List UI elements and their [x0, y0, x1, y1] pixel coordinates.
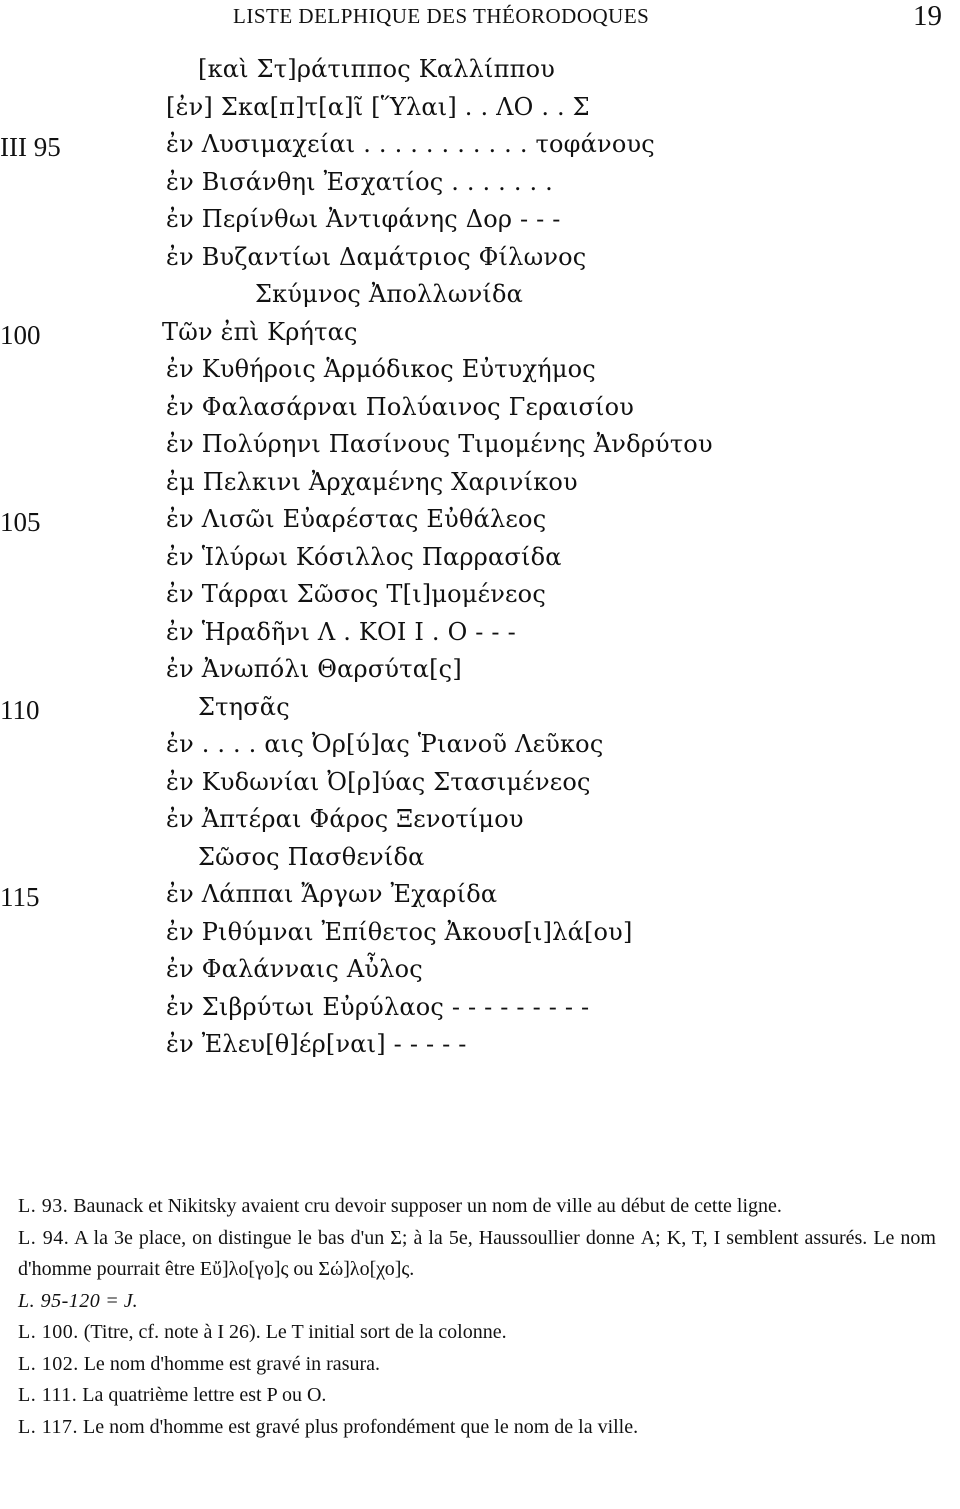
inscription-line: [0, 617, 960, 655]
line-text: Τῶν ἐπὶ Κρήτας: [162, 317, 358, 346]
line-text: ἐν Ἱλύρωι Κόσιλλος Παρρασίδα: [166, 542, 562, 571]
note-item: [0, 1317, 940, 1349]
line-number: 110: [0, 694, 40, 725]
inscription-line: [0, 692, 960, 730]
page-number: 19: [913, 0, 942, 32]
inscription-line: [0, 204, 960, 242]
note-label: L. 94.: [18, 1226, 70, 1249]
note-text: = J.: [105, 1289, 138, 1312]
note-label: L. 95-120: [18, 1289, 101, 1312]
inscription-line: [0, 804, 960, 842]
line-number: 105: [0, 507, 41, 537]
inscription-line: [0, 767, 960, 805]
line-text: ἐν Ριθύμναι Ἐπίθετος Ἀκουσ[ι]λά[ου]: [166, 917, 633, 946]
inscription-line: [0, 354, 960, 392]
line-text: ἐν Βισάνθηι Ἐσχατίος . . . . . . .: [166, 167, 553, 196]
note-label: L. 111.: [18, 1384, 78, 1406]
inscription-line: [0, 317, 960, 355]
line-text: ἐν Κυθήροις Ἁρμόδικος Εὐτυχήμος: [166, 355, 596, 383]
line-text: ἐν Τάρραι Σῶσος Τ[ι]μομένεος: [166, 580, 546, 608]
inscription-line: [0, 129, 960, 167]
inscription-line: [0, 392, 960, 430]
line-text: ἐμ Πελκινι Ἀρχαμένης Χαρινίκου: [166, 467, 578, 496]
note-item: [0, 1412, 940, 1444]
note-item: [0, 1286, 940, 1318]
apparatus-notes: [0, 1191, 940, 1443]
line-text: ἐν Λυσιμαχείαι . . . . . . . . . . . τοφάνους: [166, 130, 655, 158]
note-text: A la 3e place, on distingue le bas d'un Σ; à la 5e, Haussoullier donne Α; Κ, Τ, Ι semblent assurés. Le nom d'homme pourrait être Εὔ]λο[γο]ς ou Σώ]λο[χο]ς.: [18, 1226, 936, 1280]
line-text: ἐν Ἡραδῆνι Λ . ΚΟΙ Ι . Ο - - -: [166, 617, 516, 646]
inscription-line: [0, 992, 960, 1030]
line-text: Σῶσος Πασθενίδα: [198, 842, 425, 871]
line-text: [ἐν] Σκα[π]τ[α]ῖ [Ὕλαι] . . ΛΟ . . Σ: [166, 92, 590, 121]
inscription-line: [0, 167, 960, 205]
line-text: Σκύμνος Ἀπολλωνίδα: [255, 280, 524, 308]
line-text: ἐν Φαλάνναις Αὖλος: [166, 955, 423, 983]
line-text: ἐν Σιβρύτωι Εὐρύλαος - - - - - - - - -: [166, 992, 590, 1021]
note-text: Le nom d'homme est gravé plus profondément que le nom de la ville.: [82, 1415, 639, 1438]
page-header: [0, 0, 960, 40]
inscription-line: [0, 54, 960, 92]
line-text: ἐν Λάππαι Ἄργων Ἐχαρίδα: [166, 880, 498, 908]
line-text: ἐν Λισῶι Εὐαρέστας Εὐθάλεος: [166, 505, 547, 533]
line-text: ἐν Πολύρηνι Πασίνους Τιμομένης Ἀνδρύτου: [166, 430, 713, 458]
inscription-line: [0, 92, 960, 130]
note-item: [0, 1191, 940, 1223]
note-label: L. 102.: [18, 1352, 79, 1375]
inscription-line: [0, 917, 960, 955]
line-text: ἐν Ἐλευ[θ]έρ[ναι] - - - - -: [166, 1030, 467, 1058]
line-number: III 95: [0, 132, 61, 162]
line-text: ἐν Περίνθωι Ἀντιφάνης Δορ - - -: [166, 205, 561, 233]
inscription-line: [0, 842, 960, 880]
note-item: [0, 1349, 940, 1381]
inscription-line: [0, 1029, 960, 1067]
note-item: [0, 1380, 940, 1412]
line-number: 100: [0, 319, 41, 350]
note-label: L. 117.: [18, 1415, 78, 1438]
line-text: ἐν . . . . αις Ὀρ[ύ]ας Ῥιανοῦ Λεῦκος: [166, 730, 604, 758]
note-label: L. 100.: [18, 1321, 79, 1343]
inscription-text: [0, 54, 960, 1067]
inscription-line: [0, 279, 960, 317]
inscription-line: [0, 542, 960, 580]
inscription-line: [0, 879, 960, 917]
inscription-line: [0, 467, 960, 505]
line-number: 115: [0, 882, 40, 912]
inscription-line: [0, 242, 960, 280]
inscription-line: [0, 654, 960, 692]
inscription-line: [0, 429, 960, 467]
inscription-line: [0, 504, 960, 542]
running-title: LISTE DELPHIQUE DES THÉORODOQUES: [233, 4, 650, 28]
note-text: Le nom d'homme est gravé in rasura.: [83, 1352, 381, 1375]
note-text: Baunack et Nikitsky avaient cru devoir supposer un nom de ville au début de cette ligne.: [73, 1195, 782, 1217]
line-text: ἐν Κυδωνίαι Ὀ[ρ]ύας Στασιμένεος: [166, 767, 591, 796]
line-text: Στησᾶς: [198, 692, 290, 721]
inscription-line: [0, 579, 960, 617]
line-text: ἐν Φαλασάρναι Πολύαινος Γεραισίου: [166, 392, 635, 421]
inscription-line: [0, 729, 960, 767]
note-text: La quatrième lettre est P ou O.: [82, 1384, 327, 1406]
note-item: [0, 1223, 940, 1286]
line-text: ἐν Ἀνωπόλι Θαρσύτα[ς]: [166, 655, 462, 683]
line-text: ἐν Βυζαντίωι Δαμάτριος Φίλωνος: [166, 242, 587, 271]
line-text: ἐν Ἀπτέραι Φάρος Ξενοτίμου: [166, 805, 524, 833]
note-label: L. 93.: [18, 1195, 69, 1217]
note-text: (Titre, cf. note à I 26). Le T initial sort de la colonne.: [83, 1321, 507, 1343]
inscription-line: [0, 954, 960, 992]
line-text: [καὶ Στ]ράτιππος Καλλίππου: [198, 55, 556, 83]
